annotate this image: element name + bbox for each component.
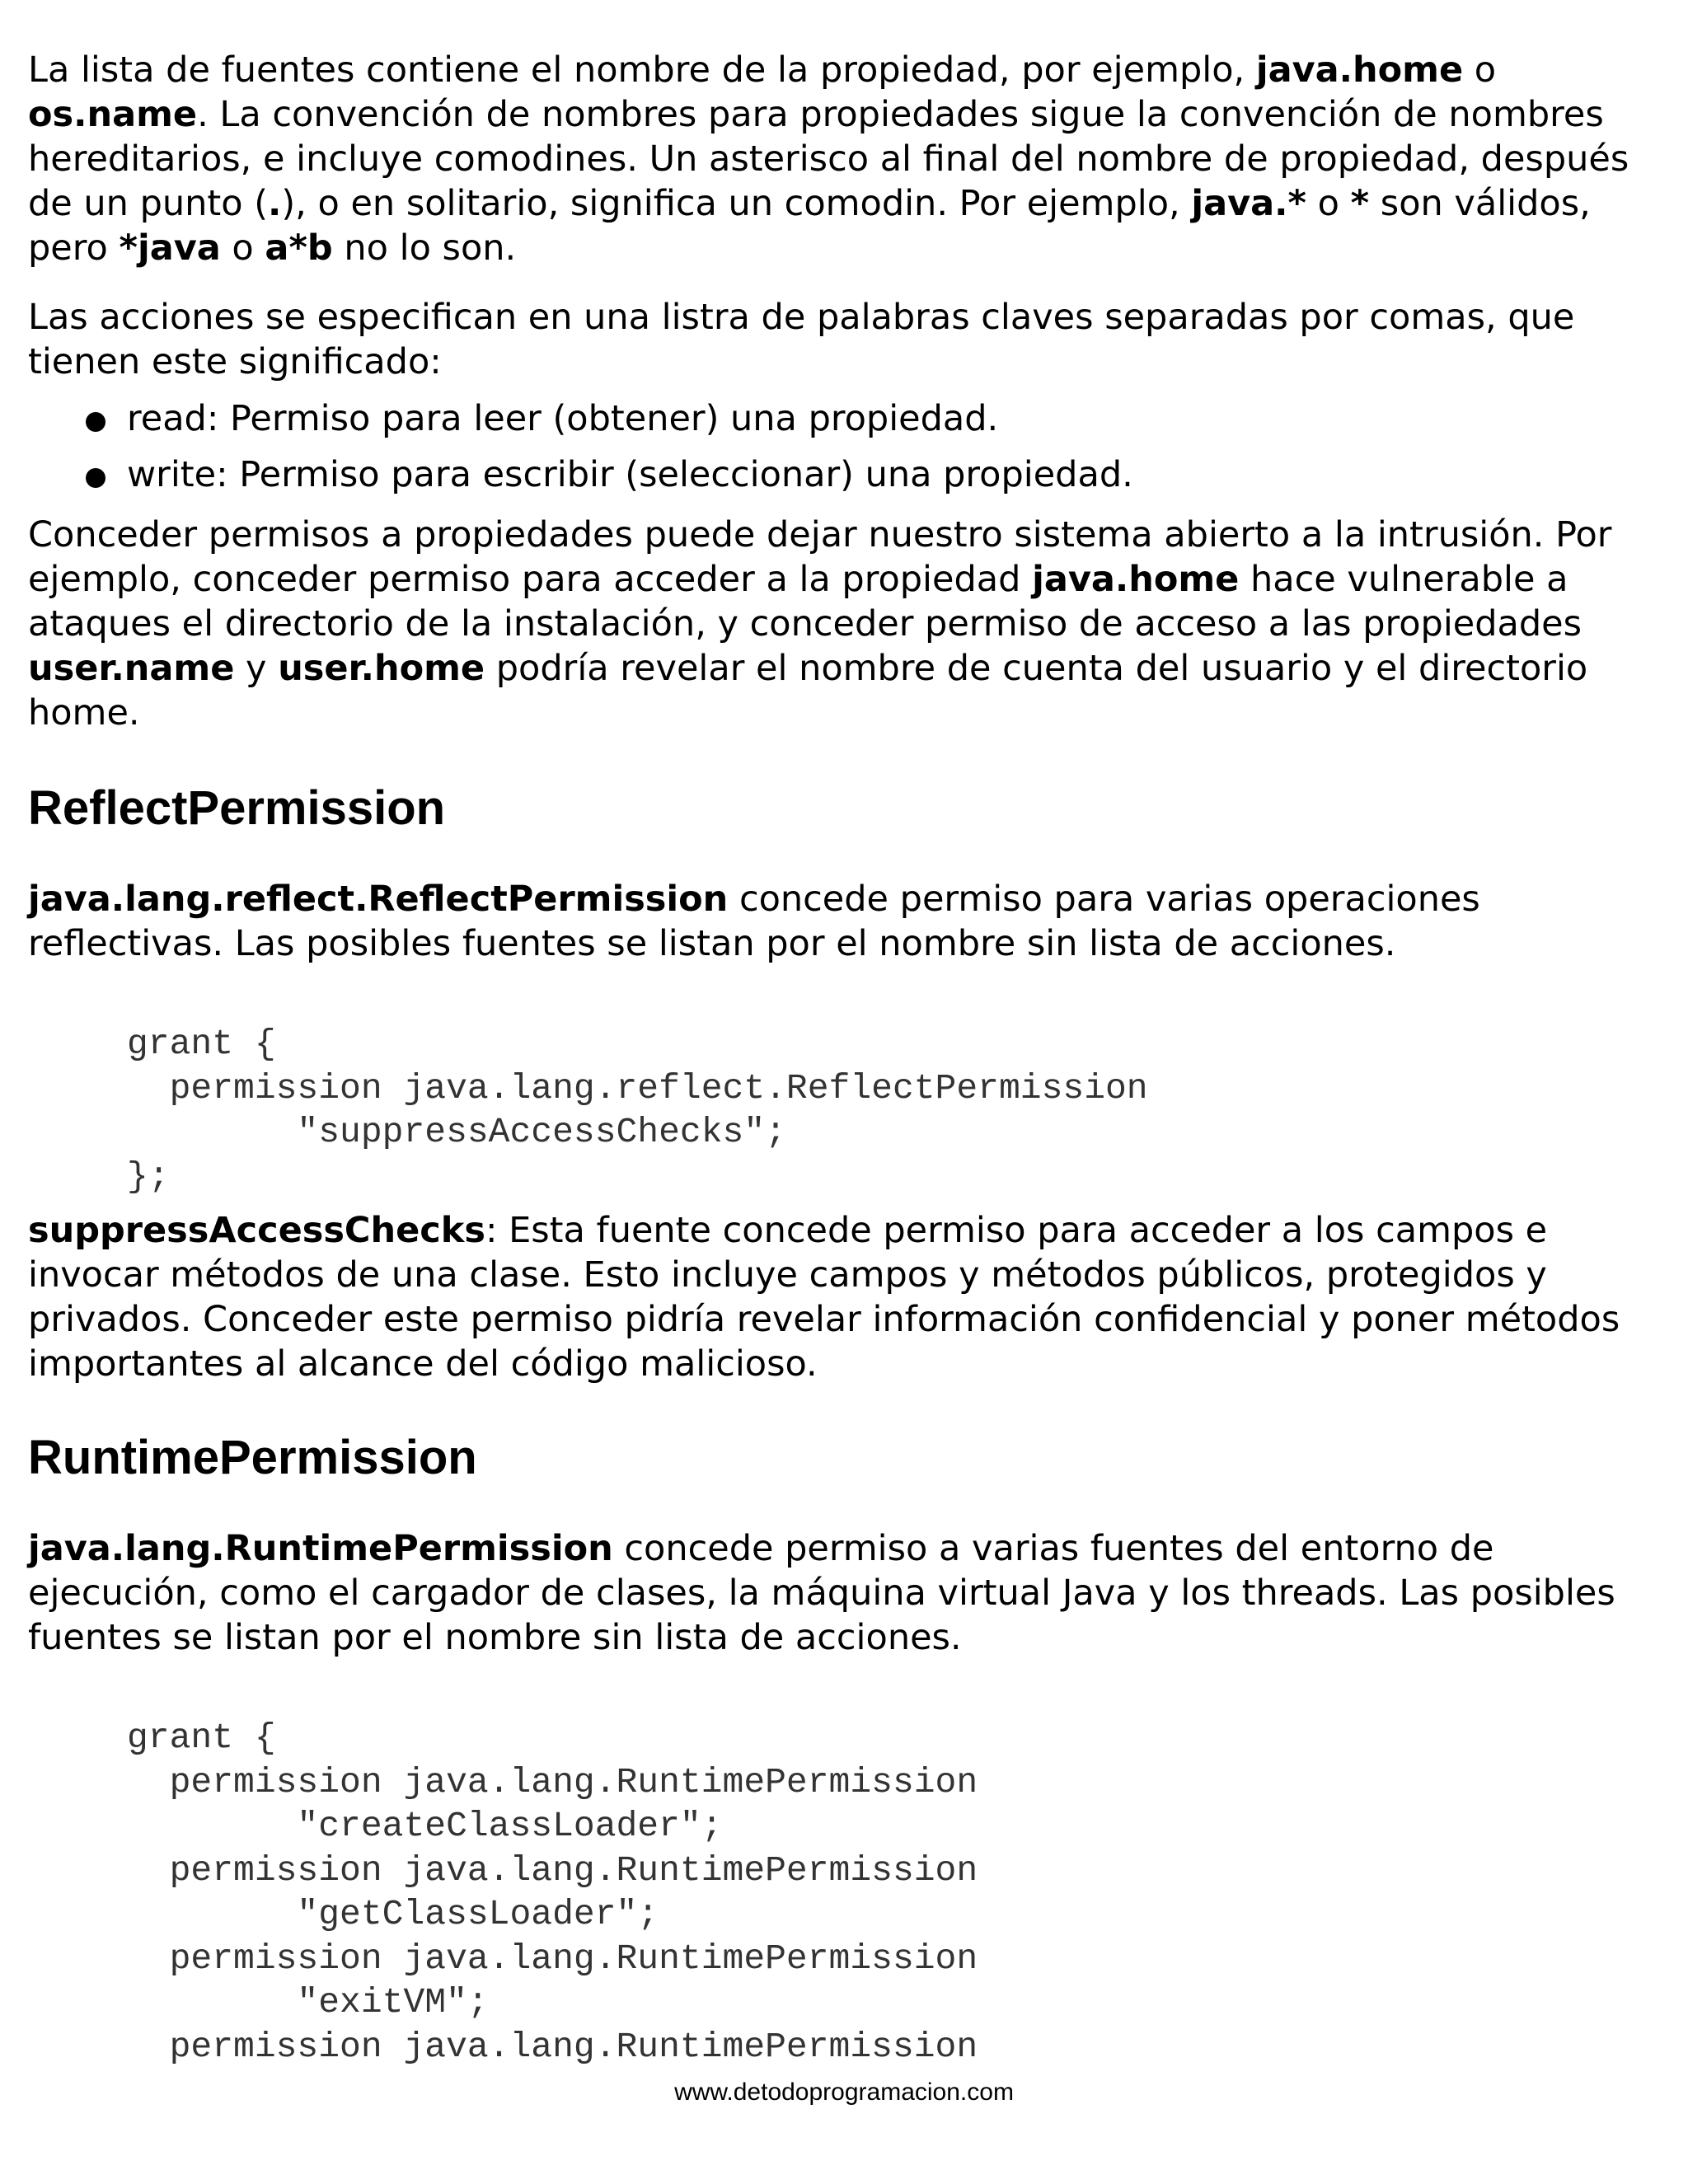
text: concede permiso a varias fuentes del entorno de ejecución, como el cargador de clases, la máquina virtual Java y los threads. Las posibles fuentes se listan por el nombre sin lista de acciones. <box>28 1528 1615 1658</box>
list-item-text: read: Permiso para leer (obtener) una propiedad. <box>127 398 999 439</box>
bold-term: java.lang.reflect.ReflectPermission <box>28 879 729 920</box>
bold-term: *java <box>119 227 221 269</box>
text: ), o en solitario, significa un comodin. Por ejemplo, <box>281 183 1192 224</box>
paragraph-property-names <box>28 48 1668 270</box>
paragraph-actions: Las acciones se especifican en una listra de palabras claves separadas por comas, que tienen este significado: <box>28 297 1575 382</box>
text: : Esta fuente concede permiso para acceder a los campos e invocar métodos de una clase. Esto incluye campos y métodos públicos, protegidos y privados. Conceder este permiso pidría revelar información confidencial y poner métodos importantes al alcance del código malicioso. <box>28 1210 1620 1385</box>
paragraph-runtime-intro <box>28 1526 1668 1660</box>
text: o <box>1463 49 1497 91</box>
text: concede permiso para varias operaciones reflectivas. Las posibles fuentes se listan por el nombre sin lista de acciones. <box>28 879 1480 964</box>
list-item <box>28 447 1668 503</box>
document-page <box>28 48 1668 2069</box>
section-heading-runtime: RuntimePermission <box>28 1431 477 1484</box>
section-heading-reflect: ReflectPermission <box>28 781 446 835</box>
text: o <box>220 227 265 269</box>
text: no lo son. <box>332 227 517 269</box>
paragraph-security-warning <box>28 513 1668 735</box>
text: La lista de fuentes contiene el nombre de la propiedad, por ejemplo, <box>28 49 1256 91</box>
bold-term: java.lang.RuntimePermission <box>28 1528 613 1569</box>
text: . La convención de nombres para propiedades sigue la convención de nombres hereditarios, e incluye comodines. Un asterisco al final del nombre de propiedad, después de un punto ( <box>28 94 1629 224</box>
bold-term: java.home <box>1255 49 1464 91</box>
bold-term: user.name <box>28 648 235 689</box>
text: o <box>1306 183 1351 224</box>
paragraph-reflect-intro <box>28 877 1668 966</box>
footer-url: www.detodoprogramacion.com <box>674 2079 1014 2106</box>
bullet-icon <box>86 468 106 488</box>
text: son válidos, pero <box>28 183 1591 269</box>
bold-term: suppressAccessChecks <box>28 1210 485 1251</box>
bold-term: user.home <box>278 648 485 689</box>
text: Conceder permisos a propiedades puede dejar nuestro sistema abierto a la intrusión. Por ejemplo, conceder permiso para acceder a la propiedad <box>28 514 1612 600</box>
bold-term: os.name <box>28 94 198 135</box>
bullet-icon <box>86 412 106 432</box>
list-item-text: write: Permiso para escribir (seleccionar) una propiedad. <box>127 454 1133 495</box>
bold-term: . <box>268 183 282 224</box>
bold-term: * <box>1350 183 1370 224</box>
paragraph-suppress-access <box>28 1208 1668 1386</box>
list-item <box>28 391 1668 447</box>
actions-list <box>28 391 1668 503</box>
bold-term: a*b <box>265 227 333 269</box>
code-block-runtime: grant { permission java.lang.RuntimePermission "createClassLoader"; permission java.lang.RuntimePermission "getClassLoader"; permission java.lang.RuntimePermission "exitVM"; permission java.lang.RuntimePermission <box>127 1718 978 2067</box>
code-block-reflect: grant { permission java.lang.reflect.ReflectPermission "suppressAccessChecks"; }; <box>127 1024 1148 1197</box>
text: hace vulnerable a ataques el directorio de la instalación, y conceder permiso de acceso a las propiedades <box>28 559 1582 644</box>
text: y <box>234 648 279 689</box>
text: podría revelar el nombre de cuenta del usuario y el directorio home. <box>28 648 1588 733</box>
bold-term: java.* <box>1191 183 1306 224</box>
bold-term: java.home <box>1032 559 1240 600</box>
